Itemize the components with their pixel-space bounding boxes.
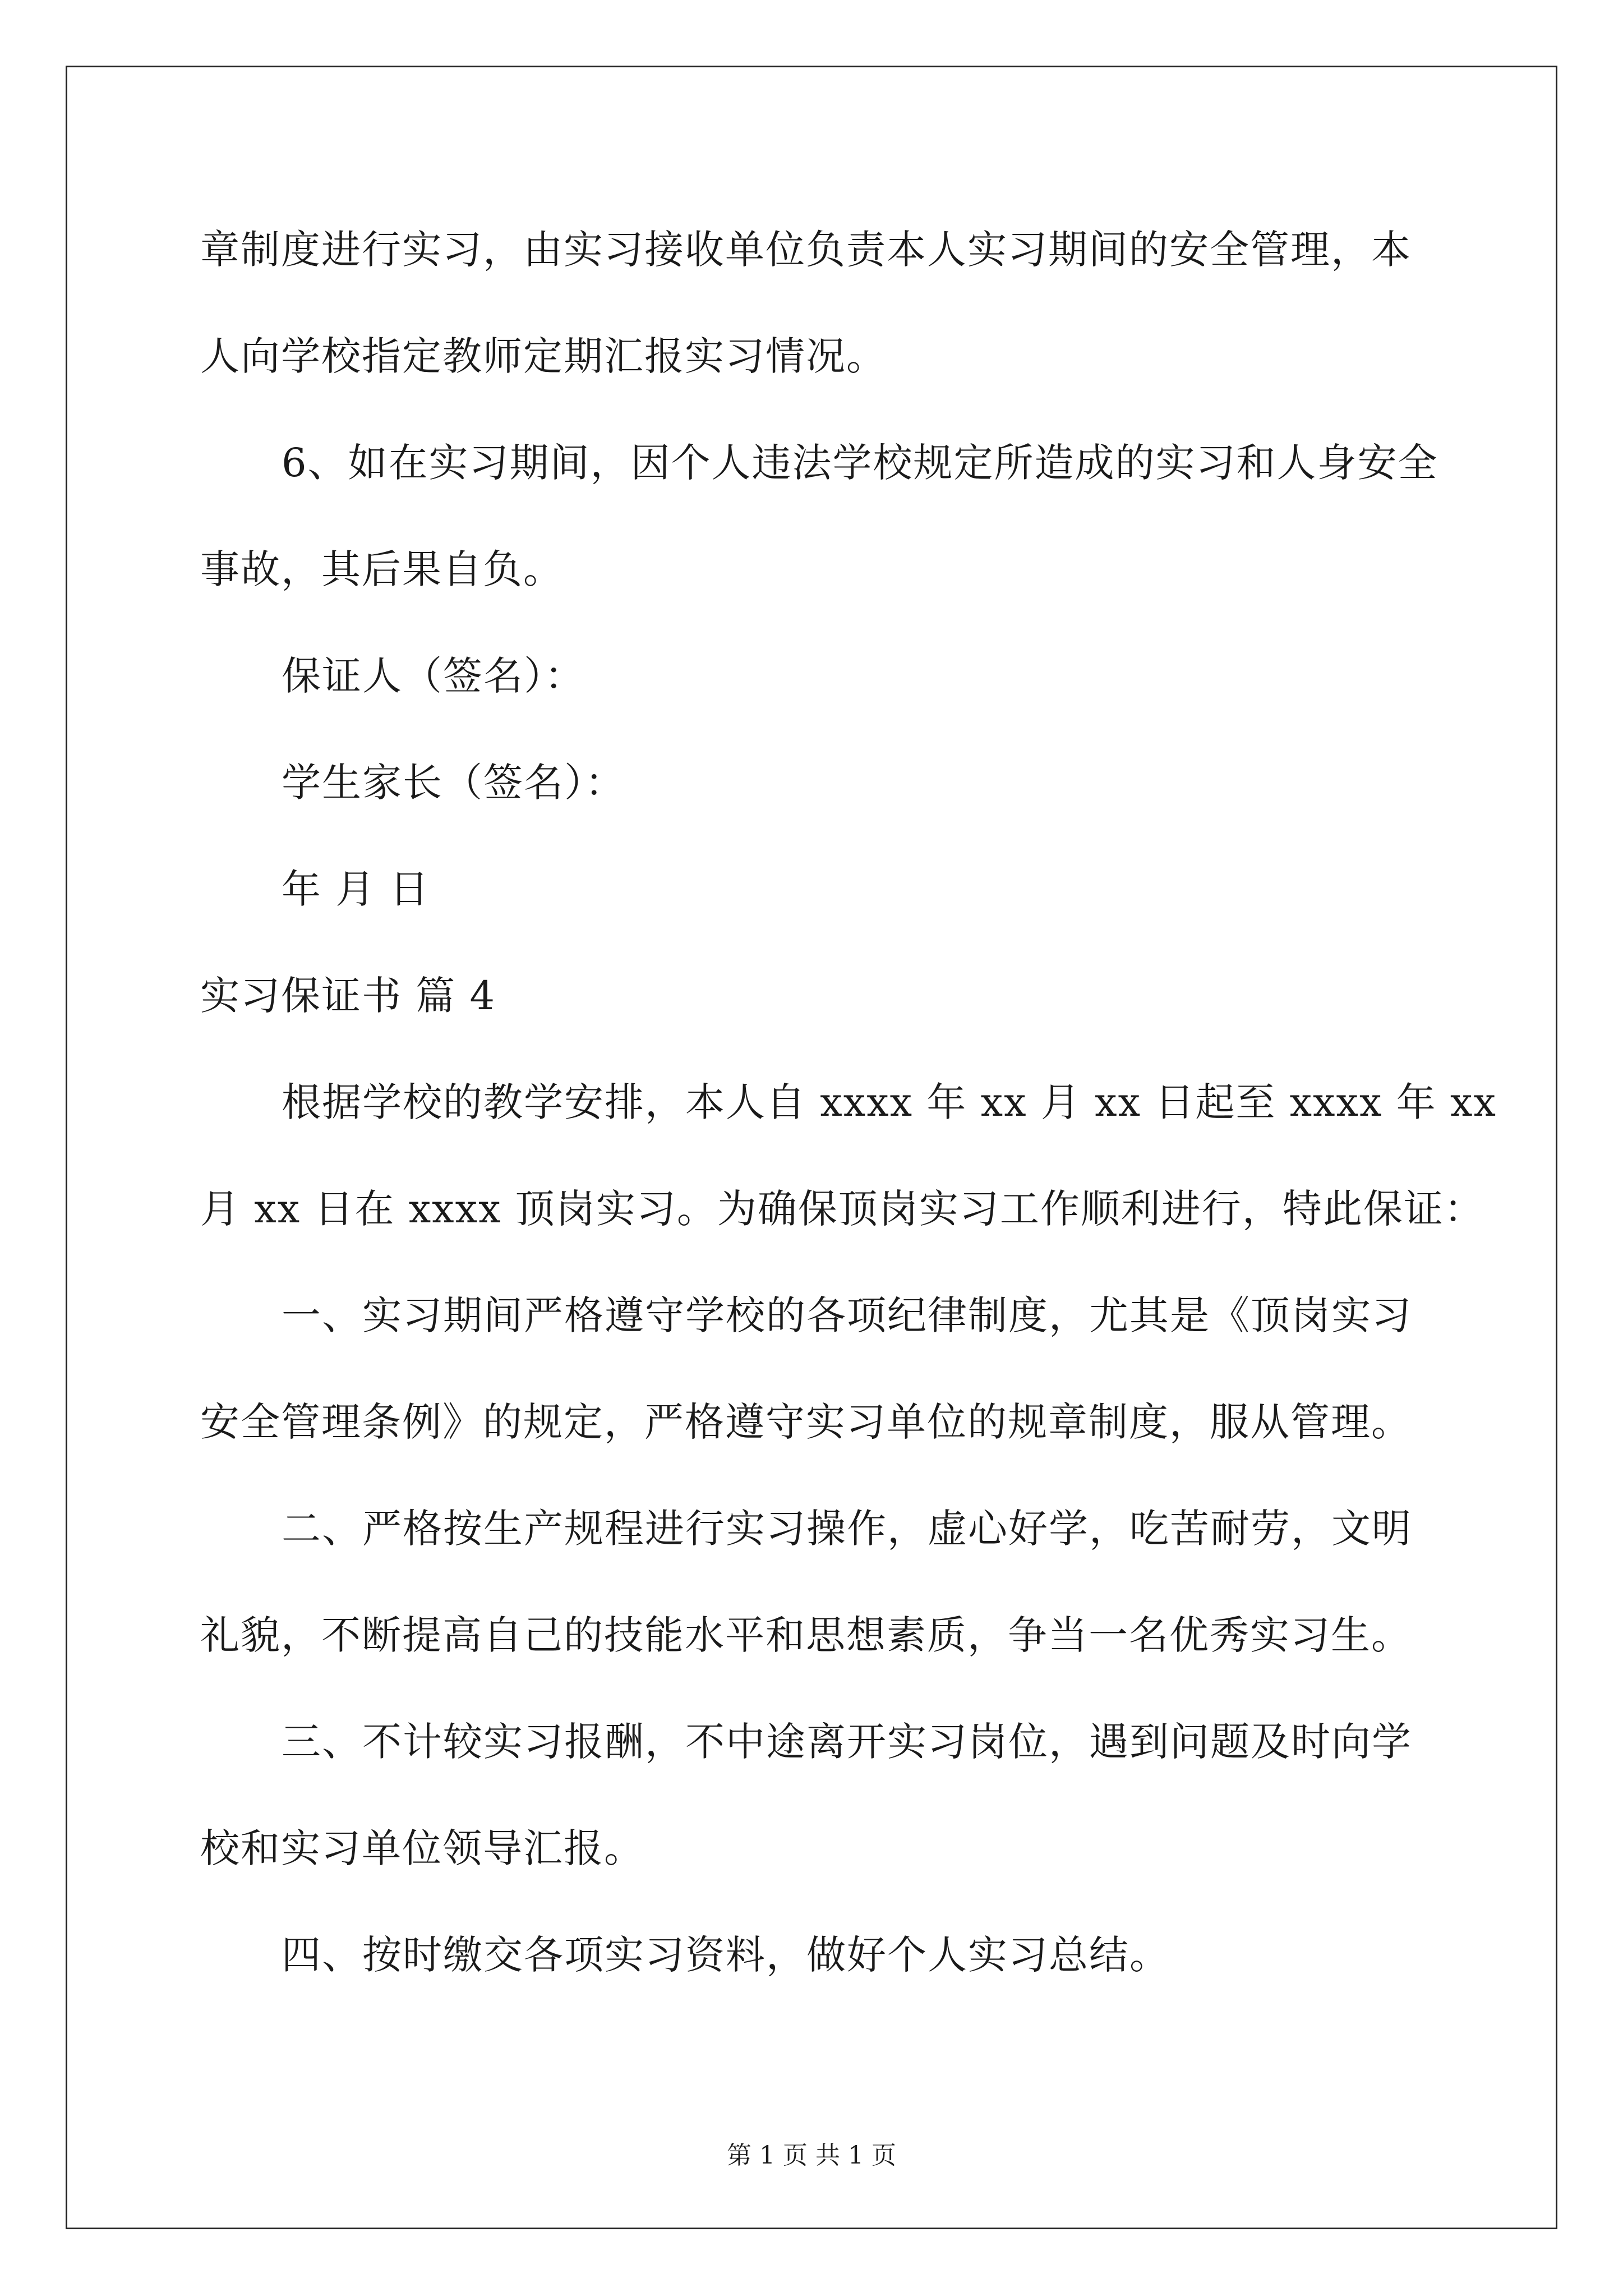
paragraph-line: 章制度进行实习，由实习接收单位负责本人实习期间的安全管理，本 <box>200 227 1412 273</box>
section-heading: 实习保证书 篇 4 <box>200 973 496 1019</box>
paragraph-line: 人向学校指定教师定期汇报实习情况。 <box>200 333 887 379</box>
paragraph-line: 事故，其后果自负。 <box>200 546 564 592</box>
paragraph-line: 一、实习期间严格遵守学校的各项纪律制度，尤其是《顶岗实习 <box>282 1292 1412 1338</box>
page-border <box>66 66 1557 2229</box>
date-line: 年 月 日 <box>282 866 430 912</box>
paragraph-line: 校和实习单位领导汇报。 <box>200 1825 644 1871</box>
paragraph-line: 6、如在实习期间，因个人违法学校规定所造成的实习和人身安全 <box>282 440 1438 486</box>
paragraph-line: 三、不计较实习报酬，不中途离开实习岗位，遇到问题及时向学 <box>282 1719 1412 1765</box>
paragraph-line: 月 xx 日在 xxxx 顶岗实习。为确保顶岗实习工作顺利进行，特此保证： <box>200 1186 1484 1232</box>
paragraph-line: 二、严格按生产规程进行实习操作，虚心好学，吃苦耐劳，文明 <box>282 1506 1412 1552</box>
guarantor-signature-line: 保证人（签名）： <box>282 653 585 699</box>
paragraph-line: 根据学校的教学安排，本人自 xxxx 年 xx 月 xx 日起至 xxxx 年 xx <box>282 1079 1497 1125</box>
paragraph-line: 四、按时缴交各项实习资料，做好个人实习总结。 <box>282 1932 1170 1978</box>
parent-signature-line: 学生家长（签名）： <box>282 760 625 806</box>
page-number-footer: 第 1 页 共 1 页 <box>727 2141 896 2170</box>
paragraph-line: 礼貌，不断提高自己的技能水平和思想素质，争当一名优秀实习生。 <box>200 1612 1412 1658</box>
paragraph-line: 安全管理条例》的规定，严格遵守实习单位的规章制度，服从管理。 <box>200 1399 1412 1445</box>
